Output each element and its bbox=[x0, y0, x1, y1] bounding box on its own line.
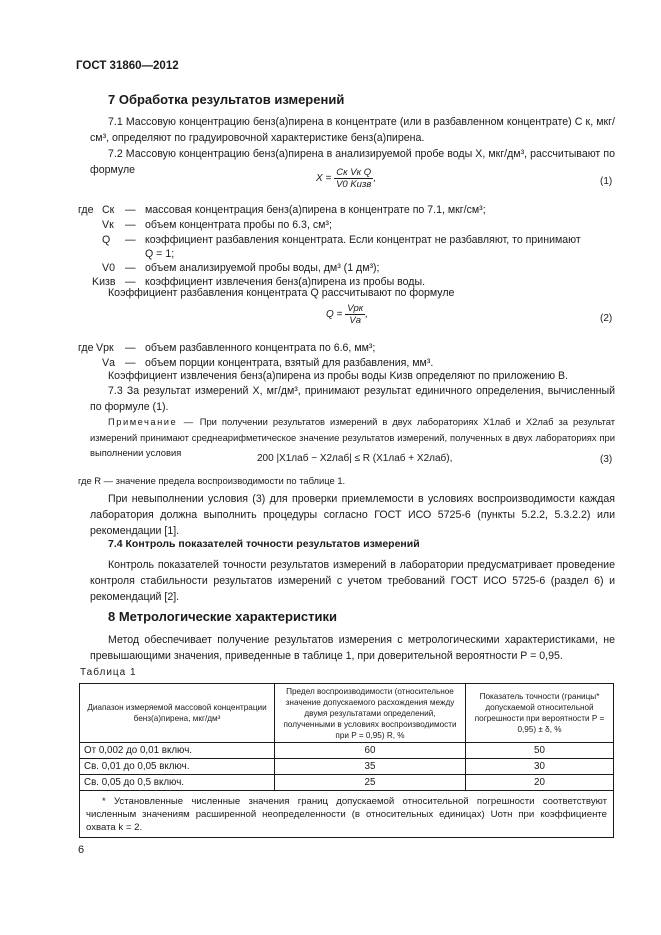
def-text: коэффициент разбавления концентрата. Если концентрат не разбавляют, то принимают bbox=[145, 234, 581, 246]
formula-1-fraction bbox=[334, 167, 373, 190]
table-cell: 60 bbox=[275, 743, 466, 759]
formula-1-lhs: X = bbox=[316, 173, 332, 185]
defs-where: где bbox=[78, 204, 94, 216]
table-cell: 50 bbox=[466, 743, 614, 759]
table-header-cell: Показатель точности (границы* допускаемой относительной погрешности при вероятности P = 0,95) ± δ, % bbox=[466, 684, 614, 743]
table-cell: 25 bbox=[275, 775, 466, 791]
formula-2-fraction bbox=[345, 303, 365, 326]
paragraph-7-2: 7.2 Массовую концентрацию бенз(а)пирена в анализируемой пробе воды X, мкг/дм³, рассчитывают по формуле bbox=[90, 148, 615, 176]
definitions-1: Cк — массовая концентрация бенз(а)пирена в концентрате по 7.1, мкг/см³; Vк — объем концентрата пробы по 6.3, см³; Q — коэффициент разбавления концентрата. Если концентрат не разбавляют, то принимают Q = 1; V0 — объем анализируемой пробы воды, дм³ (1 дм³); Kизв — коэффициент извлечения бенз(а)пирена из пробы воды. bbox=[92, 204, 581, 288]
definitions-2: Vрк — объем разбавленного концентрата по 6.6, мм³; Vа — объем порции концентрата, взятый для разбавления, мм³. bbox=[96, 342, 434, 369]
table-cell: 30 bbox=[466, 759, 614, 775]
section-7-title: 7 Обработка результатов измерений bbox=[108, 92, 345, 107]
formula-2-denominator: Vа bbox=[349, 315, 362, 326]
kizv-line: Коэффициент извлечения бенз(а)пирена из пробы воды Kизв определяют по приложению В. bbox=[108, 370, 569, 382]
paragraph-fail-condition: При невыполнении условия (3) для проверки приемлемости в условиях воспроизводимости каждая лаборатория должна выполнить процедуры согласно ГОСТ ИСО 5725-6 (пункты 5.2.2, 5.3.2.2) или рекомендации [1]. bbox=[90, 493, 615, 537]
table-cell: От 0,002 до 0,01 включ. bbox=[80, 743, 275, 759]
table-footnote: * Установленные численные значения границ допускаемой относительной погрешности соответствуют численным значениям расширенной неопределенности (в относительных единицах) Uотн при коэффициенте охвата k = 2. bbox=[80, 791, 614, 838]
formula-2: Q = $\frac{\text{Vрк}}{Vа}$ , bbox=[326, 303, 369, 326]
def-sym: Cк bbox=[102, 204, 115, 216]
document-header: ГОСТ 31860—2012 bbox=[76, 60, 179, 72]
def-text: Q = 1; bbox=[145, 248, 175, 260]
def-sym: Q bbox=[102, 234, 111, 246]
def-sym: V0 bbox=[102, 262, 115, 274]
table-caption: Таблица 1 bbox=[80, 667, 137, 678]
def-text: объем разбавленного концентрата по 6.6, мм³; bbox=[145, 342, 376, 354]
page-number: 6 bbox=[78, 844, 85, 856]
table-header-row bbox=[80, 684, 614, 743]
table-cell: Св. 0,01 до 0,05 включ. bbox=[80, 759, 275, 775]
formula-2-lhs: Q = bbox=[326, 309, 343, 321]
table-footnote-row bbox=[80, 791, 614, 838]
paragraph-7-3: 7.3 За результат измерений X, мг/дм³, принимают результат единичного определения, вычисленный по формуле (1). bbox=[90, 385, 615, 413]
def-text: массовая концентрация бенз(а)пирена в концентрате по 7.1, мкг/см³; bbox=[145, 204, 486, 216]
note-text: При получении результатов измерений в двух лабораториях X1лаб и X2лаб за результат измерений принимают среднеарифметическое значение результатов измерений, полученных в двух лабораториях при выполнении условия bbox=[90, 416, 615, 458]
formula-1: X = $\frac{\text{Cк Vк Q}}{\text{V0 Kизв}}$ , bbox=[316, 167, 377, 190]
formula-3-number: (3) bbox=[600, 454, 613, 465]
def-text: объем анализируемой пробы воды, дм³ (1 дм³); bbox=[145, 262, 380, 274]
subsection-7-4-title: 7.4 Контроль показателей точности результатов измерений bbox=[108, 538, 420, 550]
table-row bbox=[80, 775, 614, 791]
r-definition: где R — значение предела воспроизводимости по таблице 1. bbox=[78, 475, 346, 486]
paragraph-8: Метод обеспечивает получение результатов измерения с метрологическими характеристиками, не превышающими значения, приведенные в таблице 1, при доверительной вероятности P = 0,95. bbox=[90, 634, 615, 662]
paragraph-7-1: 7.1 Массовую концентрацию бенз(а)пирена в концентрате (или в разбавленном концентрате) C к, мкг/см³, определяют по градуировочной характеристике бенз(а)пирена. bbox=[90, 116, 615, 144]
formula-2-numerator: Vрк bbox=[347, 303, 364, 314]
table-cell: 35 bbox=[275, 759, 466, 775]
def-text: объем порции концентрата, взятый для разбавления, мм³. bbox=[145, 357, 434, 369]
def-sym: Vк bbox=[102, 219, 114, 231]
defs-where: где bbox=[78, 342, 94, 354]
formula-3: 200 |X1лаб − X2лаб| ≤ R (X1лаб + X2лаб), bbox=[257, 453, 453, 464]
def-sym: Kизв bbox=[92, 276, 116, 288]
table-row bbox=[80, 743, 614, 759]
table-header-cell: Предел воспроизводимости (относительное значение допускаемого расхождения между двумя результатами определений, полученными в условиях воспроизводимости при P = 0,95) R, % bbox=[275, 684, 466, 743]
note-label: Примечание — bbox=[108, 416, 195, 427]
table-row bbox=[80, 759, 614, 775]
def-sym: Vа bbox=[102, 357, 115, 369]
def-text: коэффициент извлечения бенз(а)пирена из пробы воды. bbox=[145, 276, 426, 288]
table-header-cell: Диапазон измеряемой массовой концентрации бенз(а)пирена, мкг/дм³ bbox=[80, 684, 275, 743]
metrology-table bbox=[79, 683, 614, 838]
table-cell: 20 bbox=[466, 775, 614, 791]
coefficient-line: Коэффициент разбавления концентрата Q рассчитывают по формуле bbox=[108, 287, 455, 299]
def-sym: Vрк bbox=[96, 342, 114, 354]
section-8-title: 8 Метрологические характеристики bbox=[108, 609, 338, 624]
formula-1-numerator: Cк Vк Q bbox=[334, 167, 373, 179]
formula-1-denominator: V0 Kизв bbox=[336, 179, 372, 190]
paragraph-7-4: Контроль показателей точности результатов измерений в лаборатории предусматривает проведение контроля стабильности результатов измерений с учетом требований ГОСТ ИСО 5725-6 (раздел 6) и рекомендаций [2]. bbox=[90, 559, 615, 603]
table-cell: Св. 0,05 до 0,5 включ. bbox=[80, 775, 275, 791]
formula-1-number: (1) bbox=[600, 176, 613, 187]
def-text: объем концентрата пробы по 6.3, см³; bbox=[145, 219, 332, 231]
formula-2-number: (2) bbox=[600, 313, 613, 324]
